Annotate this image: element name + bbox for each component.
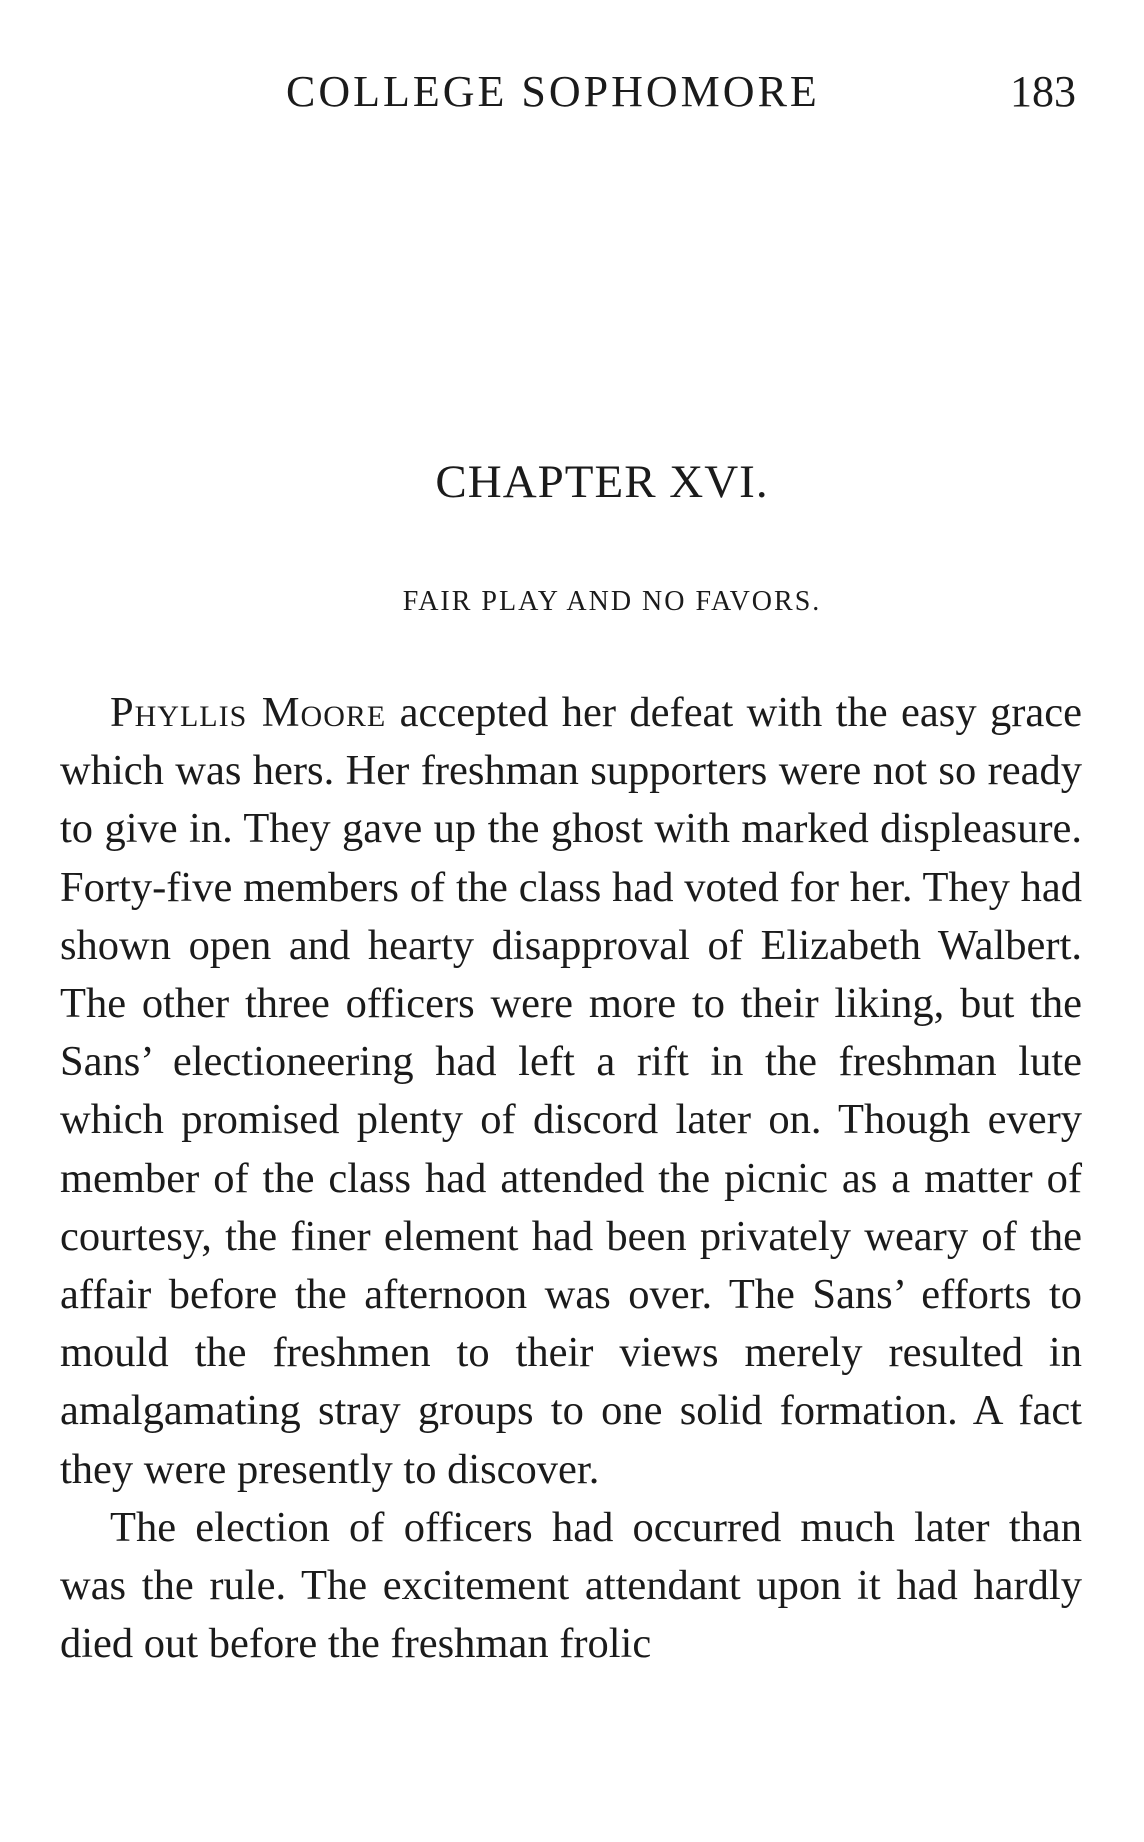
paragraph-text: The election of officers had occurred much later than was the rule. The excitement attendant upon it had hardly died out before the freshman frolic [60, 1503, 1082, 1668]
running-head [286, 62, 1086, 122]
chapter-title: CHAPTER XVI. [435, 456, 769, 508]
page-number: 183 [1010, 67, 1076, 116]
paragraph-text: accepted her defeat with the easy grace which was hers. Her freshman supporters were not so ready to give in. They gave up the ghost with marked displeasure. Forty-five members of the class had voted for her. They had shown open and hearty disapproval of Elizabeth Walbert. The other three officers were more to their liking, but the Sans’ electioneering had left a rift in the freshman lute which promised plenty of discord later on. Though every member of the class had attended the picnic as a matter of courtesy, the finer element had been privately weary of the affair before the afternoon was over. The Sans’ efforts to mould the freshmen to their views merely resulted in amalgamating stray groups to one solid formation. A fact they were presently to discover. [60, 689, 1083, 1493]
paragraph [60, 1499, 1082, 1674]
paragraph-lead: Phyllis Moore [110, 689, 387, 736]
chapter-subtitle: FAIR PLAY AND NO FAVORS. [402, 586, 822, 617]
paragraph [60, 684, 1082, 1499]
running-title: COLLEGE SOPHOMORE [286, 67, 820, 116]
chapter-body [60, 684, 1082, 1673]
